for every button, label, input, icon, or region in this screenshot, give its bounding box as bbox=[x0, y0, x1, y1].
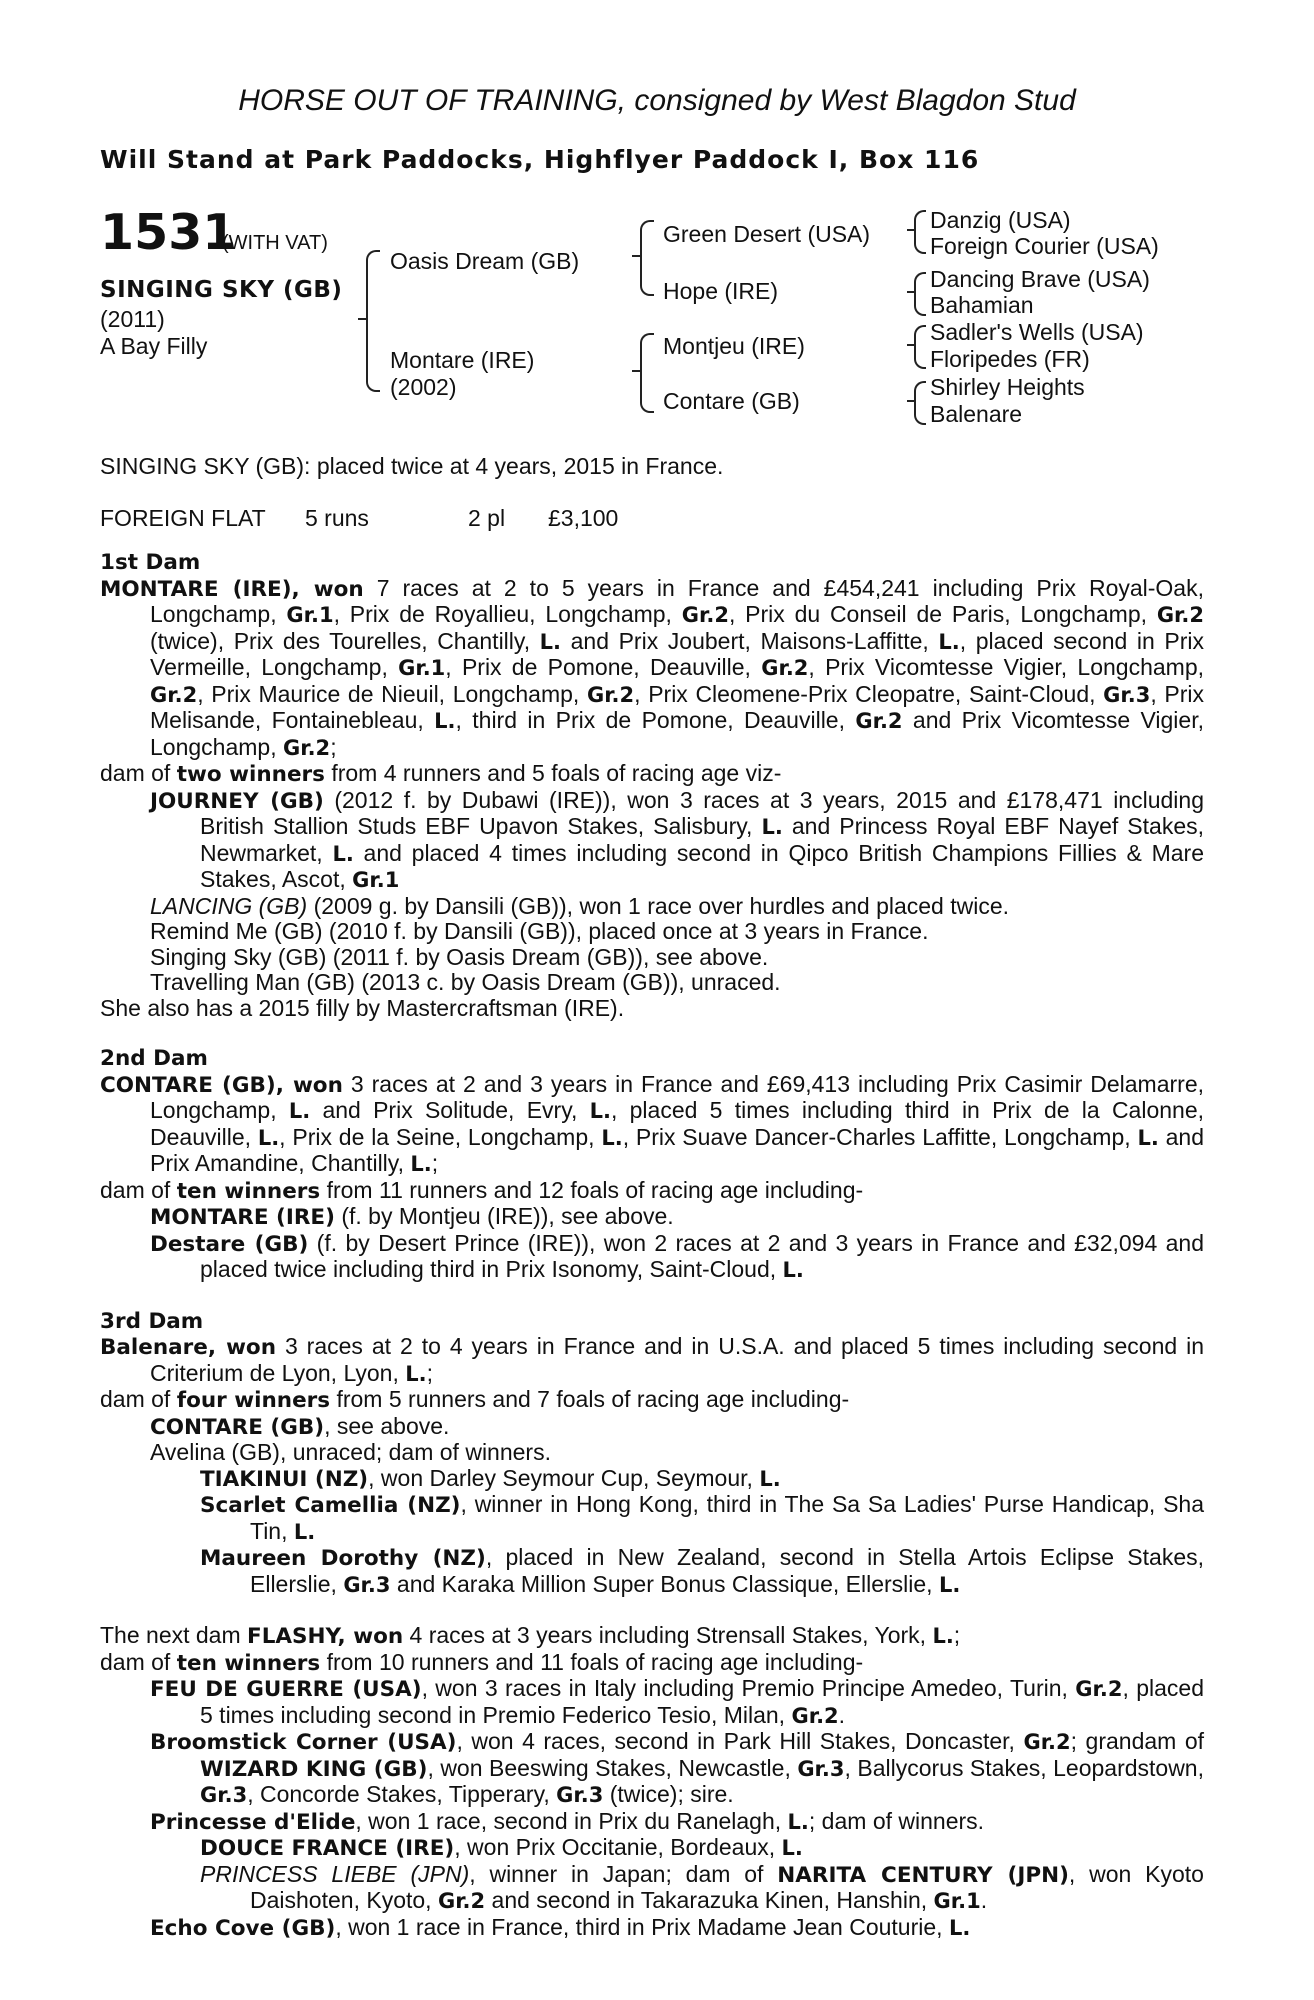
pedigree-g6: Floripedes (FR) bbox=[930, 346, 1090, 372]
pedigree-g5: Sadler's Wells (USA) bbox=[930, 319, 1144, 345]
pedigree-brace-sire-point bbox=[632, 255, 640, 257]
pedigree-g8: Balenare bbox=[930, 401, 1023, 427]
pedigree-brace-g1-point bbox=[907, 229, 914, 231]
pedigree-brace-g3-point bbox=[907, 344, 914, 346]
pedigree-brace-sire bbox=[640, 220, 654, 296]
won-label: won bbox=[313, 576, 364, 602]
produce-lancing: LANCING (GB) (2009 g. by Dansili (GB)), won 1 race over hurdles and placed twice. bbox=[150, 892, 1010, 919]
foreign-flat-earnings: £3,100 bbox=[548, 505, 619, 531]
first-dam-name: MONTARE (IRE) bbox=[100, 576, 292, 602]
pedigree-dam: Montare (IRE) bbox=[390, 347, 535, 373]
produce-scarlet-camellia: Scarlet Camellia (NZ), winner in Hong Kong, third in The Sa Sa Ladies' Purse Handicap, Sha Tin, L. bbox=[200, 1491, 1204, 1544]
pedigree-dam-dam: Contare (GB) bbox=[663, 388, 800, 414]
second-dam-record: CONTARE (GB), won 3 races at 2 and 3 years in France and £69,413 including Prix Casimir Delamarre, Longchamp, L. and Prix Solitude, Evry, L., placed 5 times including third in Prix de la Calonne, Deauville, L., Prix de la Seine, Longchamp, L., Prix Suave Dancer-Charles Laffitte, Longchamp, L. and Prix Amandine, Chantilly, L.; bbox=[100, 1070, 1205, 1176]
pedigree-brace-g1 bbox=[914, 210, 926, 254]
produce-princesse-delide: Princesse d'Elide, won 1 race, second in Prix du Ranelagh, L.; dam of winners. bbox=[150, 1807, 985, 1835]
produce-montare: MONTARE (IRE) (f. by Montjeu (IRE)), see above. bbox=[150, 1203, 674, 1230]
produce-broomstick-corner: Broomstick Corner (USA), won 4 races, second in Park Hill Stakes, Doncaster, Gr.2; grandam of WIZARD KING (GB), won Beeswing Stakes, Newcastle, Gr.3, Ballycorus Stakes, Leopardstown, Gr.3, Concorde Stakes, Tipperary, Gr.3 (twice); sire. bbox=[150, 1728, 1205, 1807]
pedigree-g4: Bahamian bbox=[930, 292, 1034, 318]
produce-destare: Destare (GB) (f. by Desert Prince (IRE)), won 2 races at 2 and 3 years in France and £32,094 and placed twice including third in Prix Isonomy, Saint-Cloud, L. bbox=[150, 1229, 1204, 1282]
pedigree-brace-main bbox=[366, 250, 380, 392]
produce-journey: JOURNEY (GB) (2012 f. by Dubawi (IRE)), won 3 races at 3 years, 2015 and £178,471 including British Stallion Studs EBF Upavon Stakes, Salisbury, L. and Princess Royal EBF Nayef Stakes, Newmarket, L. and placed 4 times including second in Qipco British Champions Fillies & Mare Stakes, Ascot, Gr.1 bbox=[150, 786, 1204, 892]
pedigree-g7: Shirley Heights bbox=[930, 374, 1085, 400]
produce-avelina: Avelina (GB), unraced; dam of winners. bbox=[150, 1439, 551, 1465]
first-dam-record: MONTARE (IRE), won 7 races at 2 to 5 years in France and £454,241 including Prix Royal-Oak, Longchamp, Gr.1, Prix de Royallieu, Longchamp, Gr.2, Prix du Conseil de Paris, Longchamp, Gr.2 (twice), Prix des Tourelles, Chantilly, L. and Prix Joubert, Maisons-Laffitte, L., placed second in Prix Vermeille, Longchamp, Gr.1, Prix de Pomone, Deauville, Gr.2, Prix Vicomtesse Vigier, Longchamp, Gr.2, Prix Maurice de Nieuil, Longchamp, Gr.2, Prix Cleomene-Prix Cleopatre, Saint-Cloud, Gr.3, Prix Melisande, Fontainebleau, L., third in Prix de Pomone, Deauville, Gr.2 and Prix Vicomtesse Vigier, Longchamp, Gr.2; bbox=[100, 574, 1205, 760]
pedigree-brace-g4 bbox=[914, 381, 926, 425]
produce-princess-liebe: PRINCESS LIEBE (JPN), winner in Japan; dam of NARITA CENTURY (JPN), won Kyoto Daishoten, Kyoto, Gr.2 and second in Takarazuka Kinen, Hanshin, Gr.1. bbox=[200, 1860, 1204, 1913]
second-dam-heading: 2nd Dam bbox=[100, 1046, 208, 1071]
pedigree-dam-year: (2002) bbox=[390, 374, 457, 400]
stand-location: Will Stand at Park Paddocks, Highflyer Paddock I, Box 116 bbox=[100, 145, 980, 174]
vat-note: (WITH VAT) bbox=[222, 232, 328, 254]
pedigree-sire: Oasis Dream (GB) bbox=[390, 248, 580, 274]
pedigree-sire-sire: Green Desert (USA) bbox=[663, 221, 871, 247]
comma: , bbox=[291, 576, 314, 602]
produce-travelling-man: Travelling Man (GB) (2013 c. by Oasis Dream (GB)), unraced. bbox=[150, 969, 781, 995]
second-dam-produce-summary: dam of ten winners from 11 runners and 12 foals of racing age including- bbox=[100, 1176, 864, 1204]
consignment-heading: HORSE OUT OF TRAINING, consigned by West Blagdon Stud bbox=[238, 84, 1076, 117]
third-dam-produce-summary: dam of four winners from 5 runners and 7 foals of racing age including- bbox=[100, 1386, 850, 1413]
produce-record bbox=[100, 550, 1204, 1941]
foreign-flat-placed: 2 pl bbox=[468, 505, 506, 531]
pedigree-g2: Foreign Courier (USA) bbox=[930, 233, 1159, 259]
produce-douce-france: DOUCE FRANCE (IRE), won Prix Occitanie, Bordeaux, L. bbox=[200, 1834, 803, 1861]
produce-singing-sky: Singing Sky (GB) (2011 f. by Oasis Dream (GB)), see above. bbox=[150, 943, 769, 970]
race-summary: SINGING SKY (GB): placed twice at 4 years, 2015 in France. bbox=[100, 453, 724, 479]
first-dam-heading: 1st Dam bbox=[100, 550, 201, 575]
third-dam-record: Balenare, won 3 races at 2 to 4 years in France and in U.S.A. and placed 5 times including second in Criterium de Lyon, Lyon, L.; bbox=[100, 1333, 1204, 1386]
produce-remind-me: Remind Me (GB) (2010 f. by Dansili (GB)), placed once at 3 years in France. bbox=[150, 918, 929, 944]
pedigree-g3: Dancing Brave (USA) bbox=[930, 266, 1150, 292]
produce-contare: CONTARE (GB), see above. bbox=[150, 1412, 450, 1440]
lot-number: 1531 bbox=[100, 204, 237, 261]
third-dam-heading: 3rd Dam bbox=[100, 1308, 204, 1334]
foreign-flat-label: FOREIGN FLAT bbox=[100, 505, 266, 531]
pedigree-g1: Danzig (USA) bbox=[930, 207, 1071, 233]
next-dam-produce-summary: dam of ten winners from 10 runners and 11 foals of racing age including- bbox=[100, 1648, 864, 1676]
produce-maureen-dorothy: Maureen Dorothy (NZ), placed in New Zealand, second in Stella Artois Eclipse Stakes, Ellerslie, Gr.3 and Karaka Million Super Bonus Classique, Ellerslie, L. bbox=[200, 1544, 1204, 1597]
horse-description: A Bay Filly bbox=[100, 333, 208, 359]
pedigree-dam-sire: Montjeu (IRE) bbox=[663, 333, 805, 359]
pedigree-brace-g4-point bbox=[907, 400, 914, 402]
produce-feu-de-guerre: FEU DE GUERRE (USA), won 3 races in Italy including Premio Principe Amedeo, Turin, Gr.2, placed 5 times including second in Premio Federico Tesio, Milan, Gr.2. bbox=[150, 1675, 1204, 1728]
pedigree-brace-g2 bbox=[914, 272, 926, 316]
pedigree-sire-dam: Hope (IRE) bbox=[663, 278, 779, 304]
pedigree-brace-dam bbox=[640, 333, 654, 413]
horse-year: (2011) bbox=[100, 306, 165, 332]
next-dam-record: The next dam FLASHY, won 4 races at 3 years including Strensall Stakes, York, L.; bbox=[100, 1622, 961, 1649]
horse-name: SINGING SKY (GB) bbox=[100, 277, 343, 303]
pedigree-brace-main-point bbox=[358, 318, 366, 320]
pedigree-brace-dam-point bbox=[632, 370, 640, 372]
produce-note: She also has a 2015 filly by Mastercraftsman (IRE). bbox=[100, 994, 625, 1021]
pedigree-brace-g2-point bbox=[907, 291, 914, 293]
first-dam-produce-summary: dam of two winners from 4 runners and 5 foals of racing age viz- bbox=[100, 760, 782, 787]
produce-echo-cove: Echo Cove (GB), won 1 race in France, third in Prix Madame Jean Couturie, L. bbox=[150, 1913, 971, 1941]
foreign-flat-runs: 5 runs bbox=[305, 505, 369, 531]
pedigree-brace-g3 bbox=[914, 325, 926, 369]
produce-tiakinui: TIAKINUI (NZ), won Darley Seymour Cup, Seymour, L. bbox=[200, 1464, 781, 1492]
